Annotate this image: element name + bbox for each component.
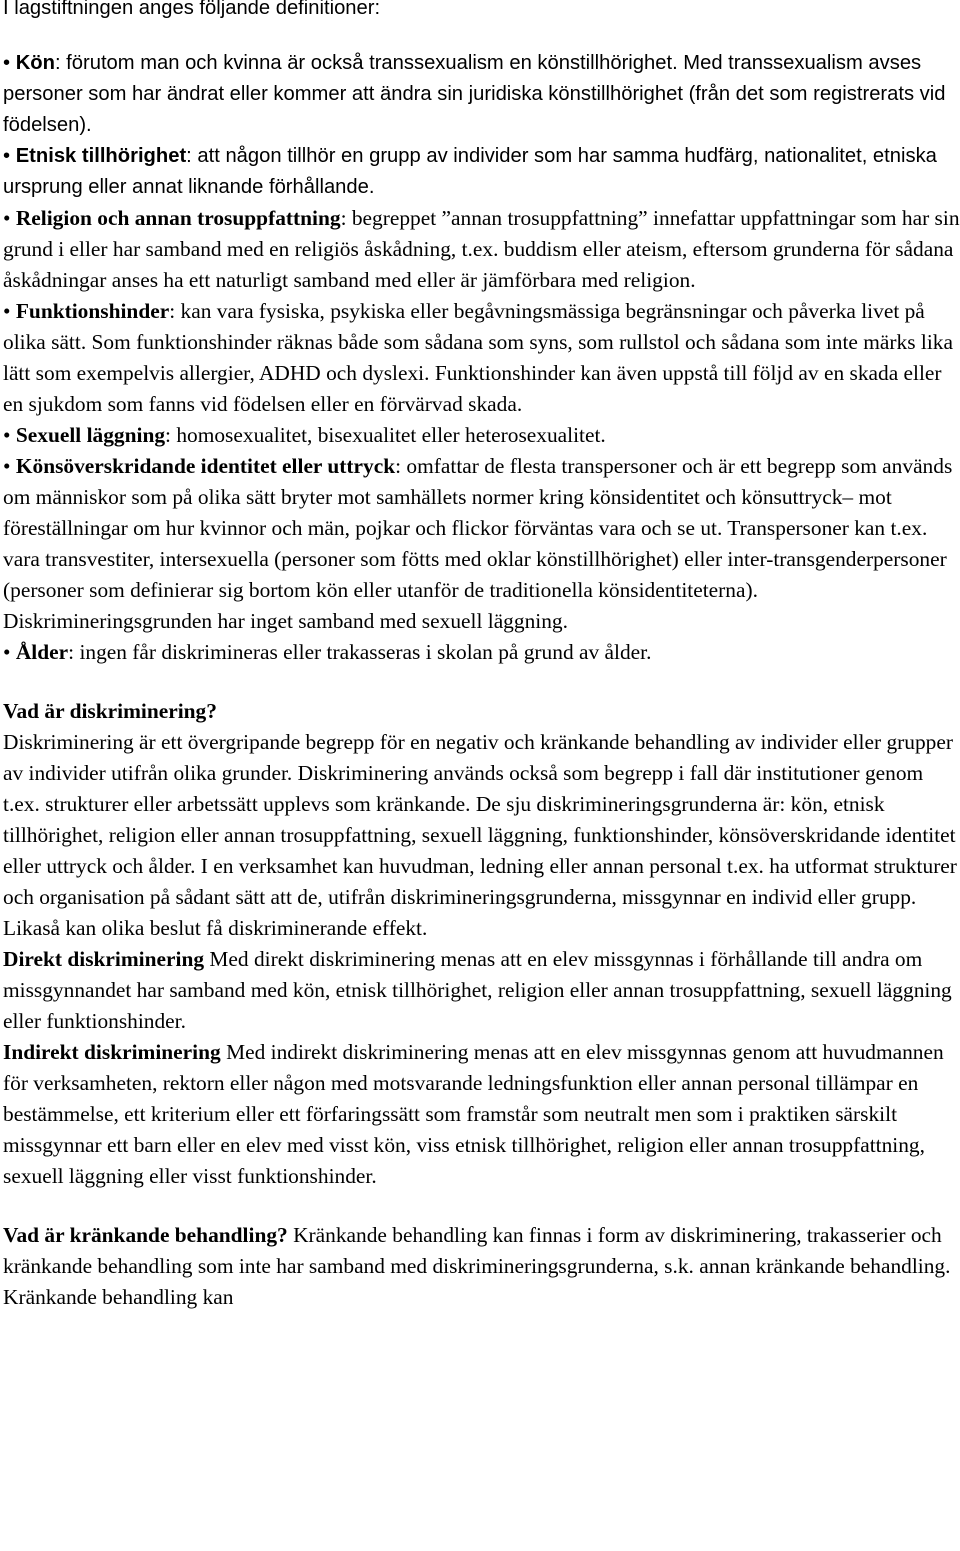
definition-item: • Funktionshinder: kan vara fysiska, psykiska eller begåvningsmässiga begränsningar och påverka livet på olika sätt. Som funktionshinder räknas både som sådana som syns, som rullstol och sådana som inte märks lika lätt som exempelvis allergier, ADHD och dyslexi. Funktionshinder kan även uppstå till följd av en skada eller en sjukdom som fanns vid födelsen eller en förvärvad skada. <box>3 299 953 416</box>
definition-term: Könsöverskridande identitet eller uttryck <box>15 454 396 478</box>
definition-term: Religion och annan trosuppfattning <box>15 206 341 230</box>
definition-item: • Könsöverskridande identitet eller uttryck: omfattar de flesta transpersoner och är ett begrepp som används om människor som på olika sätt bryter mot samhällets normer kring könsidentitet och könsuttryck– mot föreställningar om hur kvinnor och män, pojkar och flickor förväntas vara och se ut. Transpersoner kan t.ex. vara transvestiter, intersexuella (personer som fötts med oklar könstillhörighet) eller inter-transgenderpersoner (personer som definierar sig bortom kön eller utanför de traditionella könsidentiteterna). Diskrimineringsgrunden har inget samband med sexuell läggning. <box>3 454 953 633</box>
bullet-icon: • <box>3 640 11 664</box>
bullet-icon: • <box>3 52 11 74</box>
bullet-icon: • <box>3 423 11 447</box>
definition-text: begreppet ”annan trosuppfattning” innefattar uppfattningar som har sin grund i eller har samband med en religiös åskådning, t.ex. buddism eller ateism, eftersom grunderna för sådana åskådningar anses ha ett naturligt samband med eller är jämförbara med religion. <box>3 206 960 292</box>
indirect-term: Indirekt diskriminering <box>3 1040 221 1064</box>
definition-text: ingen får diskrimineras eller trakasseras i skolan på grund av ålder. <box>74 640 652 664</box>
definition-item: • Kön: förutom man och kvinna är också transsexualism en könstillhörighet. Med transsexualism avses personer som har ändrat eller kommer att ändra sin juridiska könstillhörighet (från det som registrerats vid födelsen). <box>3 52 946 136</box>
indirect-discrimination: Indirekt diskriminering Med indirekt diskriminering menas att en elev missgynnas genom att huvudmannen för verksamheten, rektorn eller någon med motsvarande ledningsfunktion eller annan personal tillämpar en bestämmelse, ett kriterium eller ett förfaringssätt som framstår som neutralt men som i praktiken särskilt missgynnar ett barn eller en elev med visst kön, viss etnisk tillhörighet, religion eller annan trosuppfattning, sexuell läggning eller visst funktionshinder. <box>3 1040 944 1188</box>
definition-text: homosexualitet, bisexualitet eller heterosexualitet. <box>170 423 606 447</box>
bullet-icon: • <box>3 454 11 478</box>
intro-text: I lagstiftningen anges följande definitioner: <box>3 0 381 19</box>
definition-text: att någon tillhör en grupp av individer som har samma hudfärg, nationalitet, etniska ursprung eller annat liknande förhållande. <box>3 145 937 198</box>
definition-text: kan vara fysiska, psykiska eller begåvningsmässiga begränsningar och påverka livet på olika sätt. Som funktionshinder räknas både som sådana som syns, som rullstol och sådana som inte märks lika lätt som exempelvis allergier, ADHD och dyslexi. Funktionshinder kan även uppstå till följd av en skada eller en sjukdom som fanns vid födelsen eller en förvärvad skada. <box>3 299 953 416</box>
discrimination-body: Diskriminering är ett övergripande begrepp för en negativ och kränkande behandling av individer eller grupper av individer utifrån olika grunder. Diskriminering används också som begrepp i fall där institutioner genom t.ex. strukturer eller arbetssätt upplevs som kränkande. De sju diskrimineringsgrunderna är: kön, etnisk tillhörighet, religion eller annan trosuppfattning, sexuell läggning, funktionshinder, könsöverskridande identitet eller uttryck och ålder. I en verksamhet kan huvudman, ledning eller annan personal t.ex. ha utformat strukturer och organisation på sådant sätt att de, utifrån diskrimineringsgrunderna, missgynnar en individ eller grupp. Likaså kan olika beslut få diskriminerande effekt. <box>3 730 957 940</box>
definition-term: Etnisk tillhörighet <box>15 145 187 167</box>
bullet-icon: • <box>3 145 11 167</box>
harassment-paragraph: Vad är kränkande behandling? Kränkande behandling kan finnas i form av diskriminering, trakasserier och kränkande behandling som inte har samband med diskrimineringsgrunderna, s.k. annan kränkande behandling. Kränkande behandling kan <box>3 1223 951 1309</box>
definition-item: • Ålder: ingen får diskrimineras eller trakasseras i skolan på grund av ålder. <box>3 640 652 664</box>
definition-term: Funktionshinder <box>15 299 170 323</box>
bullet-icon: • <box>3 206 11 230</box>
bullet-icon: • <box>3 299 11 323</box>
direct-discrimination: Direkt diskriminering Med direkt diskriminering menas att en elev missgynnas i förhållande till andra om missgynnandet har samband med kön, etnisk tillhörighet, religion eller annan trosuppfattning, sexuell läggning eller funktionshinder. <box>3 947 952 1033</box>
definition-term: Kön <box>15 52 55 74</box>
definition-item: • Etnisk tillhörighet: att någon tillhör en grupp av individer som har samma hudfärg, nationalitet, etniska ursprung eller annat liknande förhållande. <box>3 145 937 198</box>
definition-text: förutom man och kvinna är också transsexualism en könstillhörighet. Med transsexualism avses personer som har ändrat eller kommer att ändra sin juridiska könstillhörighet (från det som registrerats vid födelsen). <box>3 52 946 136</box>
definition-item: • Religion och annan trosuppfattning: begreppet ”annan trosuppfattning” innefattar uppfattningar som har sin grund i eller har samband med en religiös åskådning, t.ex. buddism eller ateism, eftersom grunderna för sådana åskådningar anses ha ett naturligt samband med eller är jämförbara med religion. <box>3 206 960 292</box>
definition-term: Ålder <box>15 640 69 664</box>
definition-text: omfattar de flesta transpersoner och är ett begrepp som används om människor som på olika sätt bryter mot samhällets normer kring könsidentitet och könsuttryck– mot föreställningar om hur kvinnor och män, pojkar och flickor förväntas vara och se ut. Transpersoner kan t.ex. vara transvestiter, intersexuella (personer som fötts med oklar könstillhörighet) eller inter-transgenderpersoner (personer som definierar sig bortom kön eller utanför de traditionella könsidentiteterna). Diskrimineringsgrunden har inget samband med sexuell läggning. <box>3 454 953 633</box>
section-heading: Vad är diskriminering? <box>3 699 217 723</box>
section-heading: Vad är kränkande behandling? <box>3 1223 288 1247</box>
direct-term: Direkt diskriminering <box>3 947 205 971</box>
harassment-section <box>3 1220 960 1313</box>
definition-term: Sexuell läggning <box>15 423 166 447</box>
definition-item: • Sexuell läggning: homosexualitet, bisexualitet eller heterosexualitet. <box>3 423 606 447</box>
discrimination-section <box>3 696 960 1192</box>
definition-list <box>3 48 960 668</box>
